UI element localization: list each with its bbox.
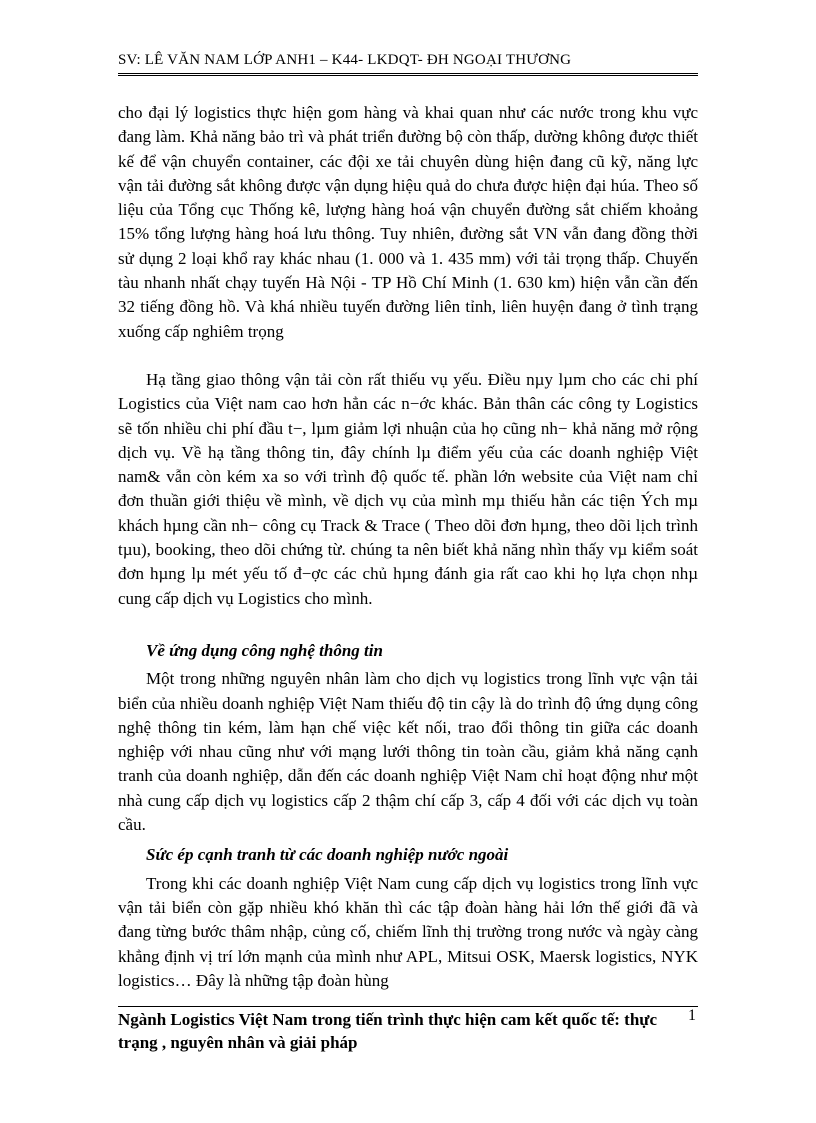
paragraph-2: Hạ tầng giao thông vận tải còn rất thiếu vụ yếu. Điều nµy lµm cho các chi phí Logistics của Việt nam cao hơn hẳn các n−ớc khác. Bản thân các công ty Logistics sẽ tốn nhiều chi phí đầu t−, lµm giảm lợi nhuận của họ cũng nh− khả năng mở rộng dịch vụ. Về hạ tầng thông tin, đây chính lµ điểm yếu của các doanh nghiệp Việt nam& vẫn còn kém xa so với trình độ quốc tế. phần lớn website của Việt nam chỉ đơn thuần giới thiệu về mình, về dịch vụ của mình mµ thiếu hẳn các tiện Ých mµ khách hµng cần nh− công cụ Track & Trace ( Theo dõi đơn hµng, theo dõi lịch trình tµu), booking, theo dõi chứng từ. chúng ta nên biết khả năng nhìn thấy vµ kiểm soát đơn hµng lµ mét yếu tố đ−ợc các chủ hµng đánh gia rất cao khi họ lựa chọn nhµ cung cấp dịch vụ Logistics cho mình. [118, 369, 698, 608]
paragraph-3: Một trong những nguyên nhân làm cho dịch vụ logistics trong lĩnh vực vận tải biển của nhiều doanh nghiệp Việt Nam thiếu độ tin cậy là do trình độ ứng dụng công nghệ thông tin kém, làm hạn chế việc kết nối, trao đổi thông tin giữa các doanh nghiệp với nhau cũng như với mạng lưới thông tin toàn cầu, giảm khả năng cạnh tranh của doanh nghiệp, dẫn đến các doanh nghiệp Việt Nam chỉ hoạt động như một nhà cung cấp dịch vụ logistics cấp 2 thậm chí cấp 3, cấp 4 đối với các dịch vụ toàn cầu. [118, 669, 698, 835]
paragraph-1: cho đại lý logistics thực hiện gom hàng và khai quan như các nước trong khu vực đang làm. Khả năng bảo trì và phát triển đường bộ còn thấp, dường không được thiết kế để vận chuyển container, các đội xe tải chuyên dùng hiện đang cũ kỹ, năng lực vận tải đường sắt không được vận dụng hiệu quả do chưa được hiện đại húa. Theo số liệu của Tổng cục Thống kê, lượng hàng hoá vận chuyển đường sắt chiếm khoảng 15% tổng lượng hàng hoá lưu thông. Tuy nhiên, đường sắt VN vẫn đang đồng thời sử dụng 2 loại khổ ray khác nhau (1. 000 và 1. 435 mm) với tải trọng thấp. Chuyến tàu nhanh nhất chạy tuyến Hà Nội - TP Hồ Chí Minh (1. 630 km) hiện vẫn cần đến 32 tiếng đồng hồ. Và khá nhiều tuyến đường liên tỉnh, liên huyện đang ở tình trạng xuống cấp nghiêm trọng [118, 103, 698, 341]
paragraph-4: Trong khi các doanh nghiệp Việt Nam cung cấp dịch vụ logistics trong lĩnh vực vận tải biển còn gặp nhiều khó khăn thì các tập đoàn hàng hải lớn thế giới đã và đang từng bước thâm nhập, củng cố, chiếm lĩnh thị trường trong nước và ngày càng khẳng định vị trí lớn mạnh của mình như APL, Mitsui OSK, Maersk logistics, NYK logistics… Đây là những tập đoàn hùng [118, 873, 698, 990]
document-body [118, 101, 698, 993]
page-header: SV: LÊ VĂN NAM LỚP ANH1 – K44- LKDQT- ĐH NGOẠI THƯƠNG [118, 52, 698, 76]
footer-divider [118, 1006, 698, 1007]
footer-title: Ngành Logistics Việt Nam trong tiến trình thực hiện cam kết quốc tế: thực trạng , nguyên nhân và giải pháp [118, 1010, 658, 1052]
page-number: 1 [688, 1007, 696, 1024]
section-heading-competition: Sức ép cạnh tranh từ các doanh nghiệp nước ngoài [146, 845, 509, 865]
section-heading-it: Về ứng dụng công nghệ thông tin [146, 640, 383, 660]
